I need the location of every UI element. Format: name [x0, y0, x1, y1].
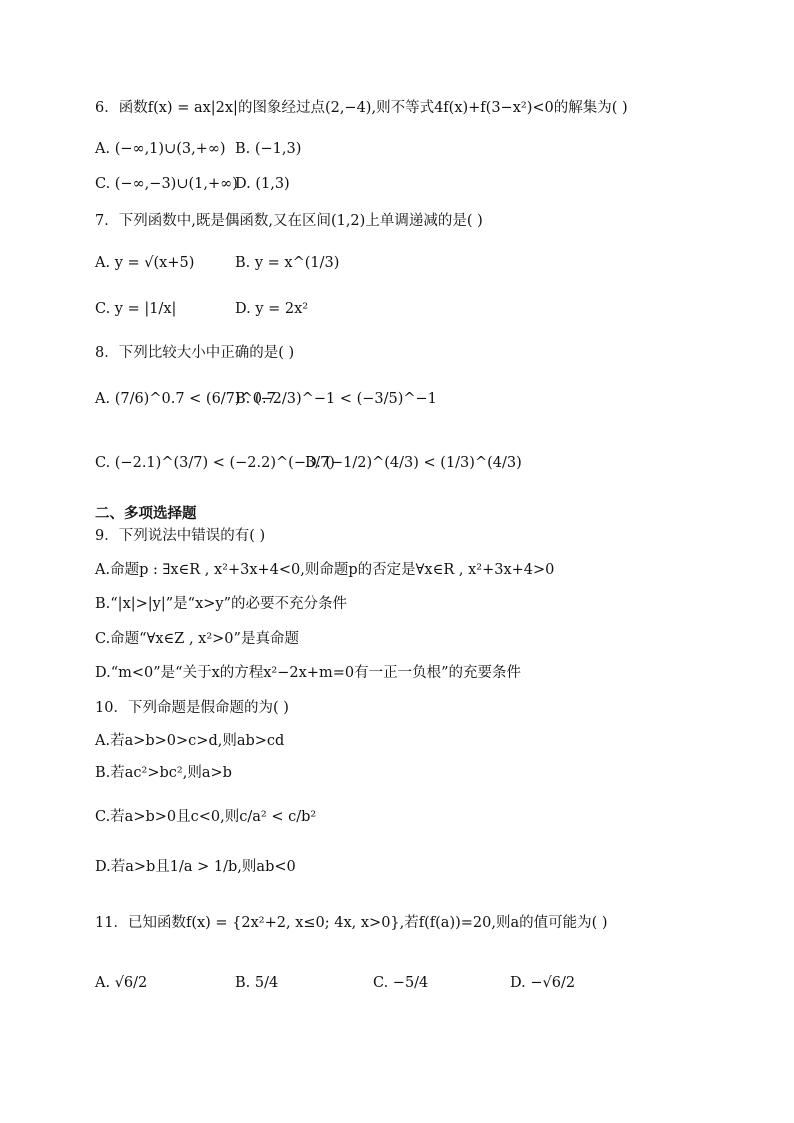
q8-option-b: B. (−2/3)^−1 < (−3/5)^−1: [235, 391, 437, 407]
q8-stem: 8．下列比较大小中正确的是( ): [95, 345, 295, 361]
q9-option-c: C.命题“∀x∈Z , x²>0”是真命题: [95, 631, 299, 647]
q6-option-c: C. (−∞,−3)∪(1,+∞): [95, 176, 238, 192]
q11-option-d: D. −√6/2: [510, 975, 576, 991]
q7-option-b: B. y = x^(1/3): [235, 255, 340, 271]
section-heading: 二、多项选择题: [95, 506, 197, 522]
q6-option-b: B. (−1,3): [235, 141, 302, 157]
q8-option-d: D. (−1/2)^(4/3) < (1/3)^(4/3): [305, 455, 522, 471]
q7-option-a: A. y = √(x+5): [95, 255, 195, 271]
q10-option-c: C.若a>b>0且c<0,则c/a² < c/b²: [95, 809, 317, 825]
q11-stem: 11．已知函数f(x) = {2x²+2, x≤0; 4x, x>0},若f(f(a))=20,则a的值可能为( ): [95, 915, 608, 931]
q11-option-a: A. √6/2: [95, 975, 148, 991]
q6-option-a: A. (−∞,1)∪(3,+∞): [95, 141, 226, 157]
q10-option-b: B.若ac²>bc²,则a>b: [95, 765, 232, 781]
q9-option-a: A.命题p : ∃x∈R , x²+3x+4<0,则命题p的否定是∀x∈R , x²+3x+4>0: [95, 562, 555, 578]
q9-stem: 9．下列说法中错误的有( ): [95, 528, 266, 544]
q11-option-c: C. −5/4: [373, 975, 429, 991]
q8-option-c: C. (−2.1)^(3/7) < (−2.2)^(−3/7): [95, 455, 335, 471]
q6-stem: 6．函数f(x) = ax|2x|的图象经过点(2,−4),则不等式4f(x)+f(3−x²)<0的解集为( ): [95, 100, 628, 116]
q6-option-d: D. (1,3): [235, 176, 290, 192]
q7-stem: 7．下列函数中,既是偶函数,又在区间(1,2)上单调递减的是( ): [95, 213, 483, 229]
q9-option-b: B.“|x|>|y|”是“x>y”的必要不充分条件: [95, 596, 347, 612]
q10-option-a: A.若a>b>0>c>d,则ab>cd: [95, 733, 285, 749]
q9-option-d: D.“m<0”是“关于x的方程x²−2x+m=0有一正一负根”的充要条件: [95, 665, 521, 681]
q7-option-d: D. y = 2x²: [235, 301, 309, 317]
q7-option-c: C. y = |1/x|: [95, 301, 177, 317]
q10-option-d: D.若a>b且1/a > 1/b,则ab<0: [95, 859, 296, 875]
q8-option-a: A. (7/6)^0.7 < (6/7)^0.7: [95, 391, 276, 407]
q11-option-b: B. 5/4: [235, 975, 279, 991]
q10-stem: 10．下列命题是假命题的为( ): [95, 700, 289, 716]
